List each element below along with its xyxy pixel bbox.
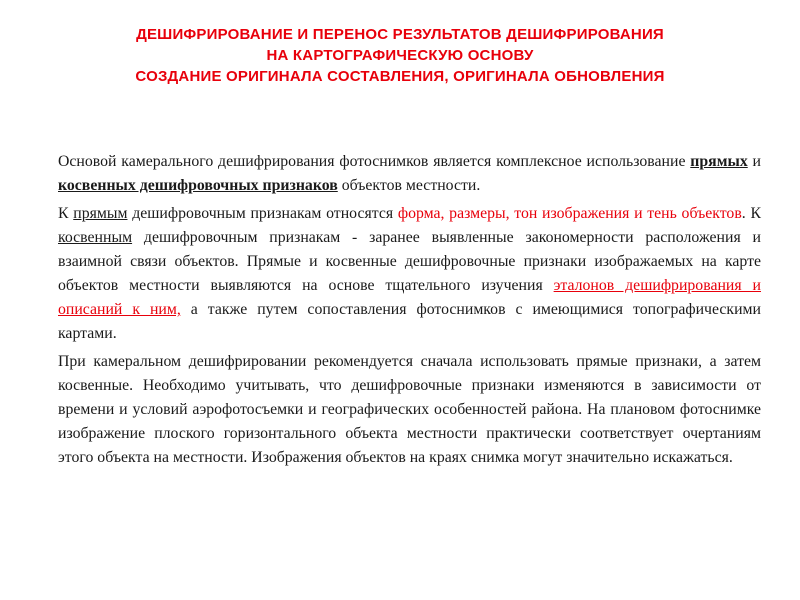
p1-text-3: объектов местности. <box>337 177 481 194</box>
indirect-signs-term: косвенных дешифровочных признаков <box>58 177 338 194</box>
title-line-1: ДЕШИФРИРОВАНИЕ И ПЕРЕНОС РЕЗУЛЬТАТОВ ДЕШИФРИРОВАНИЯ <box>136 26 664 43</box>
p2-text-5: а также путем сопоставления фотоснимков с имеющимися топографическими картами. <box>58 301 761 342</box>
p1-text-2: и <box>747 153 762 170</box>
etalons-highlight: эталонов дешифрирования и описаний к ним, <box>58 277 761 318</box>
p2-text-3: . К <box>741 205 761 222</box>
direct-term: прямым <box>73 205 128 222</box>
paragraph-3: При камеральном дешифрировании рекомендуется сначала использовать прямые признаки, а затем косвенные. Необходимо учитывать, что дешифровочные признаки изменяются в зависимости от времени и условий аэрофотосъемки и географических особенностей района. На плановом фотоснимке изображение плоского горизонтального объекта местности практически соответствует очертаниям этого объекта на местности. Изображения объектов на краях снимка могут значительно искажаться. <box>58 353 761 466</box>
p2-text-2: дешифровочным признакам относятся <box>127 205 398 222</box>
paragraph-1 <box>58 150 761 198</box>
title-line-2: НА КАРТОГРАФИЧЕСКУЮ ОСНОВУ <box>266 47 534 64</box>
p1-text-1: Основой камерального дешифрирования фотоснимков является комплексное использование <box>58 153 691 170</box>
p2-text-4: дешифровочным признакам - заранее выявленные закономерности расположения и взаимной связи объектов. Прямые и косвенные дешифровочные признаки изображаемых на карте объектов местности выявляются на основе тщательного изучения <box>58 229 761 294</box>
indirect-term: косвенным <box>58 229 133 246</box>
title-line-3: СОЗДАНИЕ ОРИГИНАЛА СОСТАВЛЕНИЯ, ОРИГИНАЛА ОБНОВЛЕНИЯ <box>135 68 665 85</box>
slide-title <box>40 24 760 87</box>
paragraph-2 <box>58 202 761 346</box>
p2-text-1: К <box>58 205 74 222</box>
slide-body <box>58 150 761 474</box>
direct-signs-term: прямых <box>690 153 748 170</box>
direct-features-highlight: форма, размеры, тон изображения и тень объектов <box>397 205 742 222</box>
